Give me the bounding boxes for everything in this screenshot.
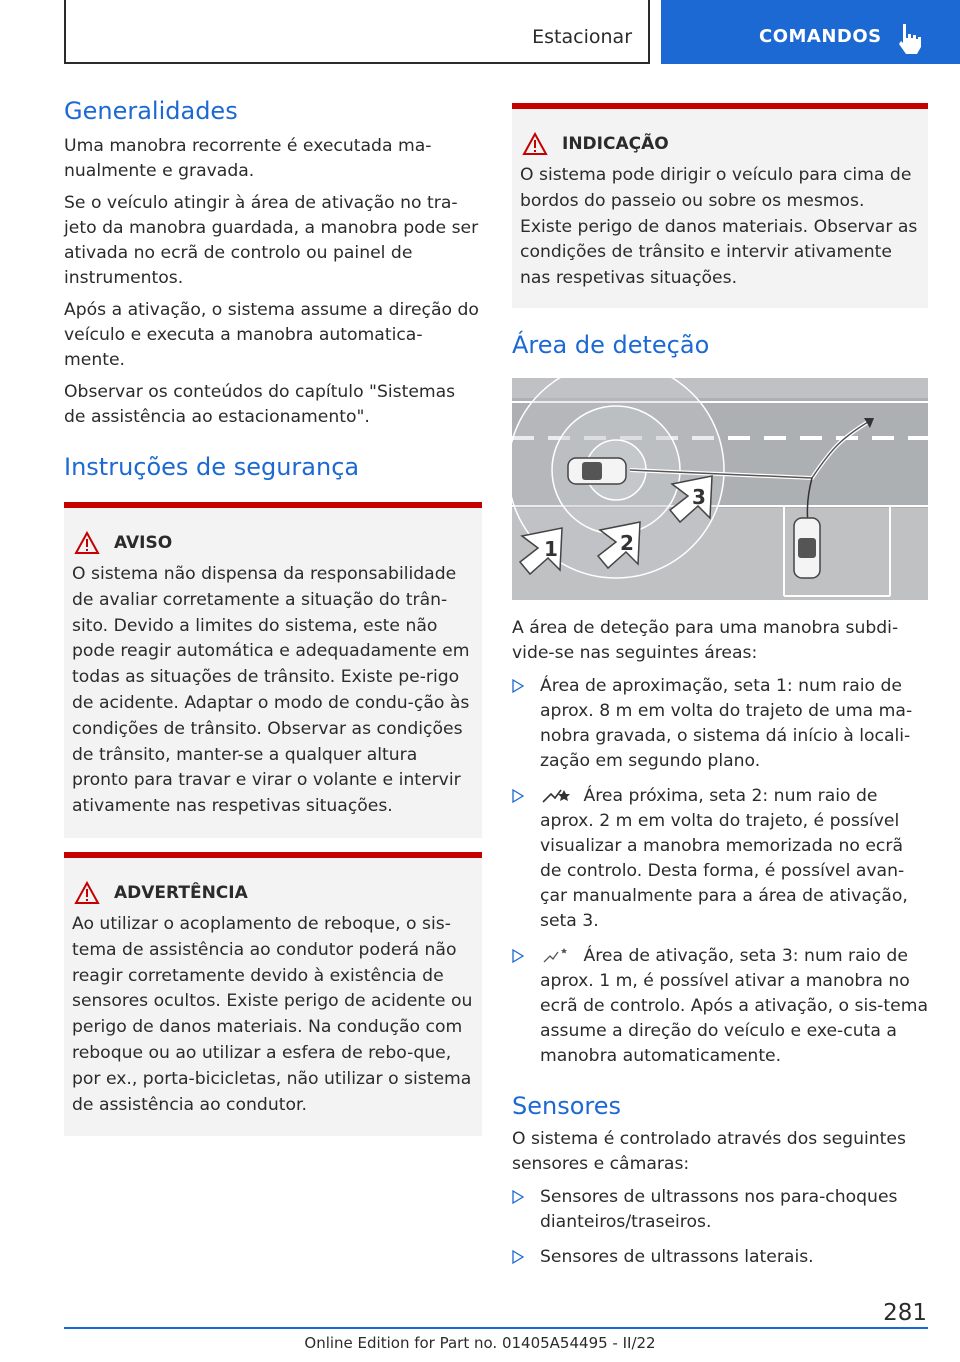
detection-diagram-svg xyxy=(512,378,928,600)
list-item xyxy=(512,1245,928,1270)
bullet-triangle-icon xyxy=(512,1189,524,1205)
activation-area-icon xyxy=(540,946,570,966)
advertencia-text: Ao utilizar o acoplamento de reboque, o sis-tema de assistência ao condutor poderá não reagir corretamente devido à existência de sensores ocultos. Existe perigo de acidente ou perigo de danos materiais. Na condução com reboque ou ao utilizar a esfera de rebo-que, por ex., porta-bicicletas, não utilizar o sistema de assistência ao condutor. xyxy=(72,913,473,1115)
list-item xyxy=(512,944,928,1069)
advertencia-box xyxy=(64,852,482,1136)
warning-triangle-icon xyxy=(74,531,100,555)
arrow-3-label: 3 xyxy=(692,484,706,509)
list-item xyxy=(512,674,928,774)
indicacao-box xyxy=(512,103,928,308)
safety-heading: Instruções de segurança xyxy=(64,453,360,481)
warning-triangle-icon xyxy=(74,881,100,905)
general-paragraph: Após a ativação, o sistema assume a direção do veículo e executa a manobra automatica-mente. xyxy=(64,300,479,370)
sensors-intro: O sistema é controlado através dos seguintes sensores e câmaras: xyxy=(512,1128,906,1174)
detection-item-text: Área próxima, seta 2: num raio de aprox. 2 m em volta do trajeto, é possível visualizar a manobra memorizada no ecrã de controlo. Desta forma, é possível avan-çar manualmente para a área de ativação, seta 3. xyxy=(540,785,908,931)
general-paragraph: Uma manobra recorrente é executada ma-nualmente e gravada. xyxy=(64,136,432,181)
right-column xyxy=(512,103,928,1270)
indicacao-text: O sistema pode dirigir o veículo para cima de bordos do passeio ou sobre os mesmos. Existe perigo de danos materiais. Observar as condições de trânsito e intervir ativamente nas respetivas situações. xyxy=(520,165,918,289)
header-chapter-tab xyxy=(661,0,960,64)
left-column xyxy=(64,96,482,1136)
chapter-title: COMANDOS xyxy=(759,26,882,47)
general-heading: Generalidades xyxy=(64,97,238,125)
section-title: Estacionar xyxy=(532,26,632,48)
general-paragraph: Se o veículo atingir à área de ativação no tra-jeto da manobra guardada, a manobra pode ser ativada no ecrã de controlo ou painel de instrumentos. xyxy=(64,193,479,288)
aviso-box xyxy=(64,502,482,838)
detection-item-text: Área de aproximação, seta 1: num raio de aprox. 8 m em volta do trajeto de uma ma-nobra gravada, o sistema dá início à locali-zação em segundo plano. xyxy=(540,675,913,771)
arrow-2-label: 2 xyxy=(620,530,634,555)
near-area-icon xyxy=(540,786,570,806)
detection-heading: Área de deteção xyxy=(512,330,710,359)
indicacao-title: INDICAÇÃO xyxy=(562,134,669,154)
bullet-triangle-icon xyxy=(512,1249,524,1265)
general-paragraph: Observar os conteúdos do capítulo "Sistemas de assistência ao estacionamento". xyxy=(64,382,456,427)
detection-item-text: Área de ativação, seta 3: num raio de aprox. 1 m, é possível ativar a manobra no ecrã de controlo. Após a ativação, o sis-tema assume a direção do veículo e exe-cuta a manobra automaticamente. xyxy=(540,945,928,1066)
list-item xyxy=(512,784,928,934)
bullet-triangle-icon xyxy=(512,678,524,694)
warning-triangle-icon xyxy=(522,132,548,156)
sensor-item-text: Sensores de ultrassons nos para-choques dianteiros/traseiros. xyxy=(540,1186,898,1232)
aviso-text: O sistema não dispensa da responsabilidade de avaliar corretamente a situação do trân-sito. Devido a limites do sistema, este não pode reagir automática e adequadamente em todas as situações de trânsito. Existe pe-rigo de acidente. Adaptar o modo de condu-ção às condições de trânsito. Observar as condições de trânsito, manter-se a qualquer altura pronto para travar e virar o volante e intervir ativamente nas respetivas situações. xyxy=(72,564,470,817)
sensor-item-text: Sensores de ultrassons laterais. xyxy=(540,1246,814,1267)
bullet-triangle-icon xyxy=(512,948,524,964)
list-item xyxy=(512,1185,928,1235)
page-number: 281 xyxy=(883,1300,927,1326)
arrow-1-label: 1 xyxy=(544,536,558,561)
header-section-box xyxy=(64,0,650,64)
advertencia-title: ADVERTÊNCIA xyxy=(114,882,248,903)
detection-area-diagram xyxy=(512,378,928,600)
bullet-triangle-icon xyxy=(512,788,524,804)
detection-intro: A área de deteção para uma manobra subdi-vide-se nas seguintes áreas: xyxy=(512,617,899,663)
footer-rule xyxy=(64,1327,928,1329)
pointing-hand-icon xyxy=(897,22,923,56)
aviso-title: AVISO xyxy=(114,533,173,553)
sensors-heading: Sensores xyxy=(512,1091,622,1120)
footer-edition: Online Edition for Part no. 01405A54495 - II/22 xyxy=(304,1334,656,1352)
